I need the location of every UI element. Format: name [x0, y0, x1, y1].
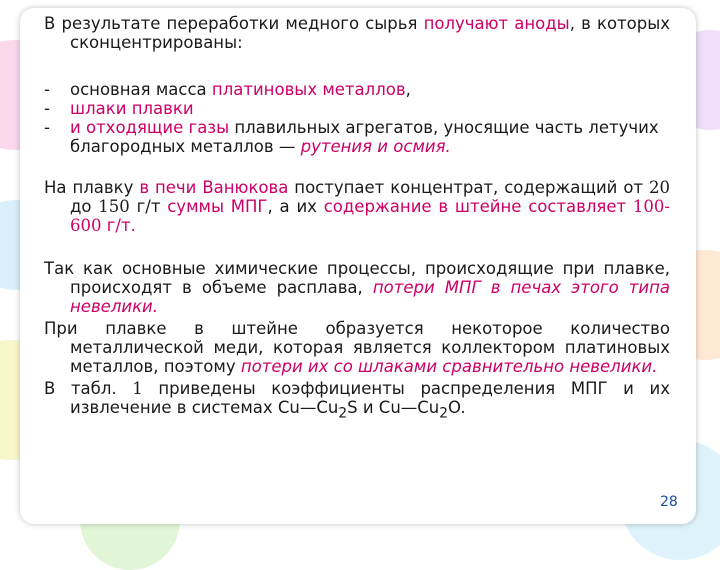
- furnace-highlight-1: в печи Ванюкова: [139, 178, 289, 197]
- bullet-item-platinum-metals: [44, 80, 670, 99]
- intro-text-2: , в которых сконцентрированы:: [70, 14, 671, 52]
- bullet-marker: -: [44, 99, 50, 118]
- furnace-num-1: 20: [648, 178, 670, 197]
- matte-text: При плавке в штейне образуется некоторое количество металлической меди, которая является коллектором платиновых металлов, поэтому: [44, 319, 670, 376]
- table-text-2: приведены коэффициенты распределения МПГ и их извлечение в системах Cu—Cu: [70, 379, 671, 417]
- processes-text: Так как основные химические процессы, происходящие при плавке, происходят в объеме расплава,: [44, 259, 670, 297]
- furnace-text-3: до: [70, 197, 99, 216]
- furnace-text-1: На плавку: [44, 178, 140, 197]
- furnace-paragraph: [44, 178, 670, 235]
- page-number: 28: [660, 494, 678, 510]
- bullet-1-text-2: ,: [405, 80, 411, 99]
- matte-paragraph: [44, 319, 670, 376]
- bullet-1-highlight: платиновых металлов: [211, 80, 406, 99]
- bullet-marker: -: [44, 80, 50, 99]
- bullet-3-highlight-1: и отходящие газы: [70, 118, 230, 137]
- subscript-2: 2: [338, 405, 348, 422]
- furnace-highlight-num: 100-600: [70, 197, 670, 235]
- furnace-text-5: , а их: [267, 197, 324, 216]
- furnace-text-2: поступает концентрат, содержащий от: [288, 178, 649, 197]
- furnace-num-2: 150: [98, 197, 130, 216]
- bullet-2-highlight: шлаки плавки: [70, 99, 194, 118]
- table-text-3: S и Cu—Cu: [347, 398, 440, 417]
- subscript-2: 2: [439, 405, 449, 422]
- table-reference-paragraph: [44, 379, 670, 423]
- bullet-3-highlight-2: рутения и осмия.: [300, 137, 451, 156]
- processes-highlight: потери МПГ в печах этого типа невелики.: [70, 278, 671, 316]
- matte-highlight: потери их со шлаками сравнительно невелики.: [240, 357, 658, 376]
- table-num: 1: [132, 379, 143, 398]
- bullet-item-off-gases: [44, 118, 670, 156]
- bullet-item-text: [70, 99, 670, 118]
- slide-content: [44, 14, 670, 423]
- table-text-4: O.: [448, 398, 466, 417]
- bullet-item-text: [70, 80, 670, 99]
- bullet-3-text: плавильных агрегатов, уносящие часть летучих благородных металлов —: [70, 118, 659, 156]
- intro-text-1: В результате переработки медного сырья: [44, 14, 424, 33]
- table-text-1: В табл.: [44, 379, 133, 398]
- bullet-list: [44, 80, 670, 156]
- bullet-marker: -: [44, 118, 50, 137]
- processes-paragraph: [44, 259, 670, 316]
- furnace-highlight-3: содержание в штейне составляет: [323, 197, 633, 216]
- furnace-highlight-2: суммы МПГ: [167, 197, 268, 216]
- intro-highlight: получают аноды: [423, 14, 570, 33]
- bullet-item-slag: [44, 99, 670, 118]
- bullet-item-text: [70, 118, 670, 156]
- intro-paragraph: [44, 14, 670, 52]
- bullet-1-text-1: основная масса: [70, 80, 212, 99]
- furnace-highlight-4: г/т.: [101, 216, 136, 235]
- furnace-text-4: г/т: [129, 197, 168, 216]
